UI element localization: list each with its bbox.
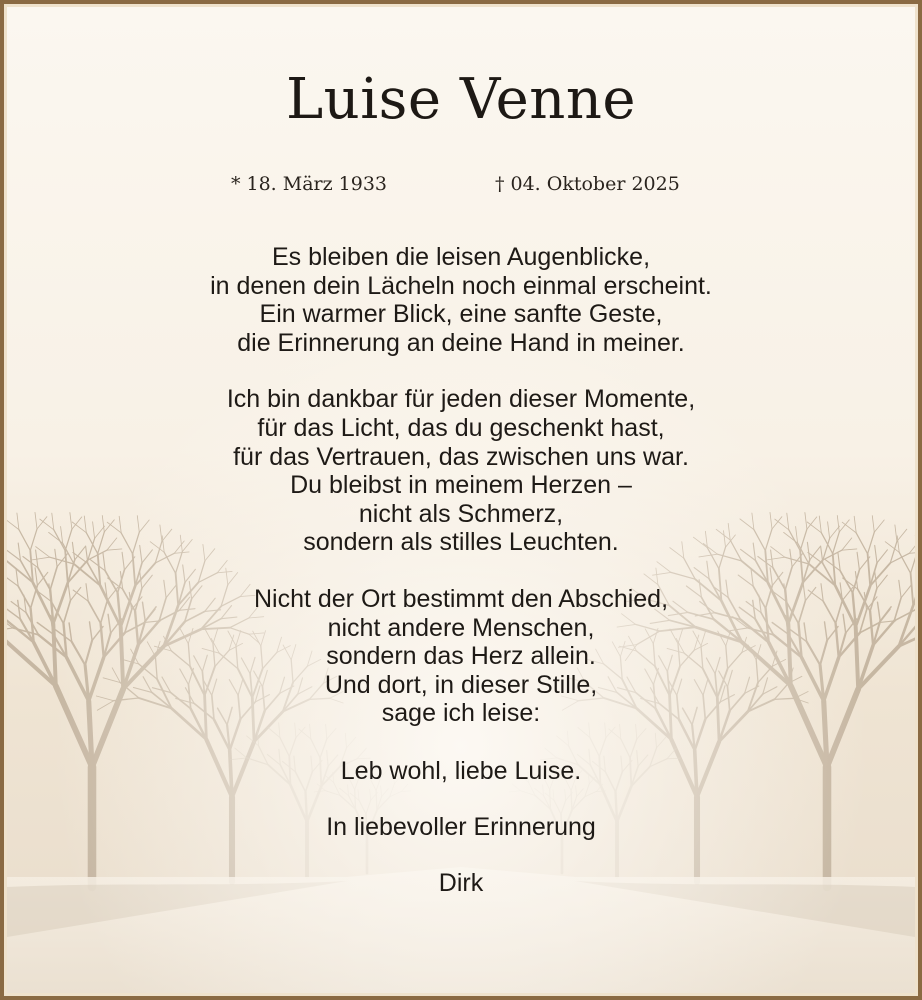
memorial-card xyxy=(7,7,915,993)
poem-line: nicht andere Menschen, xyxy=(327,613,595,642)
signature: Dirk xyxy=(438,869,484,897)
poem-line: die Erinnerung an deine Hand in meiner. xyxy=(237,328,685,357)
poem-line: Ich bin dankbar für jeden dieser Momente, xyxy=(226,385,696,414)
poem-stanza xyxy=(7,385,915,557)
poem-line: Nicht der Ort bestimmt den Abschied, xyxy=(253,584,669,613)
poem-line: Ein warmer Blick, eine sanfte Geste, xyxy=(259,300,663,329)
birth-date-text: 18. März 1933 xyxy=(246,173,388,195)
deceased-name: Luise Venne xyxy=(285,67,637,132)
closing-line: In liebevoller Erinnerung xyxy=(326,813,596,841)
poem-line: für das Vertrauen, das zwischen uns war. xyxy=(233,442,689,471)
notice-content xyxy=(7,7,915,993)
birth-date xyxy=(231,173,387,195)
life-dates xyxy=(7,173,915,203)
poem-line: nicht als Schmerz, xyxy=(358,499,564,528)
death-date xyxy=(495,173,680,195)
death-cross-icon: † xyxy=(495,173,505,195)
frame-inner-border xyxy=(4,4,918,996)
poem-line: Es bleiben die leisen Augenblicke, xyxy=(271,243,651,271)
poem-line: für das Licht, das du geschenkt hast, xyxy=(257,413,665,442)
poem-line: sage ich leise: xyxy=(381,699,541,728)
poem-line: Du bleibst in meinem Herzen – xyxy=(290,471,632,500)
poem-line: in denen dein Lächeln noch einmal erscheint. xyxy=(210,271,712,300)
poem-line: Und dort, in dieser Stille, xyxy=(324,670,598,699)
death-date-text: 04. Oktober 2025 xyxy=(510,173,680,195)
birth-star-icon: * xyxy=(231,173,241,195)
poem xyxy=(7,243,915,756)
poem-stanza xyxy=(7,585,915,728)
poem-line: sondern als stilles Leuchten. xyxy=(303,528,619,557)
poem-line: sondern das Herz allein. xyxy=(326,642,596,671)
farewell-line: Leb wohl, liebe Luise. xyxy=(340,757,582,785)
poem-stanza xyxy=(7,243,915,357)
